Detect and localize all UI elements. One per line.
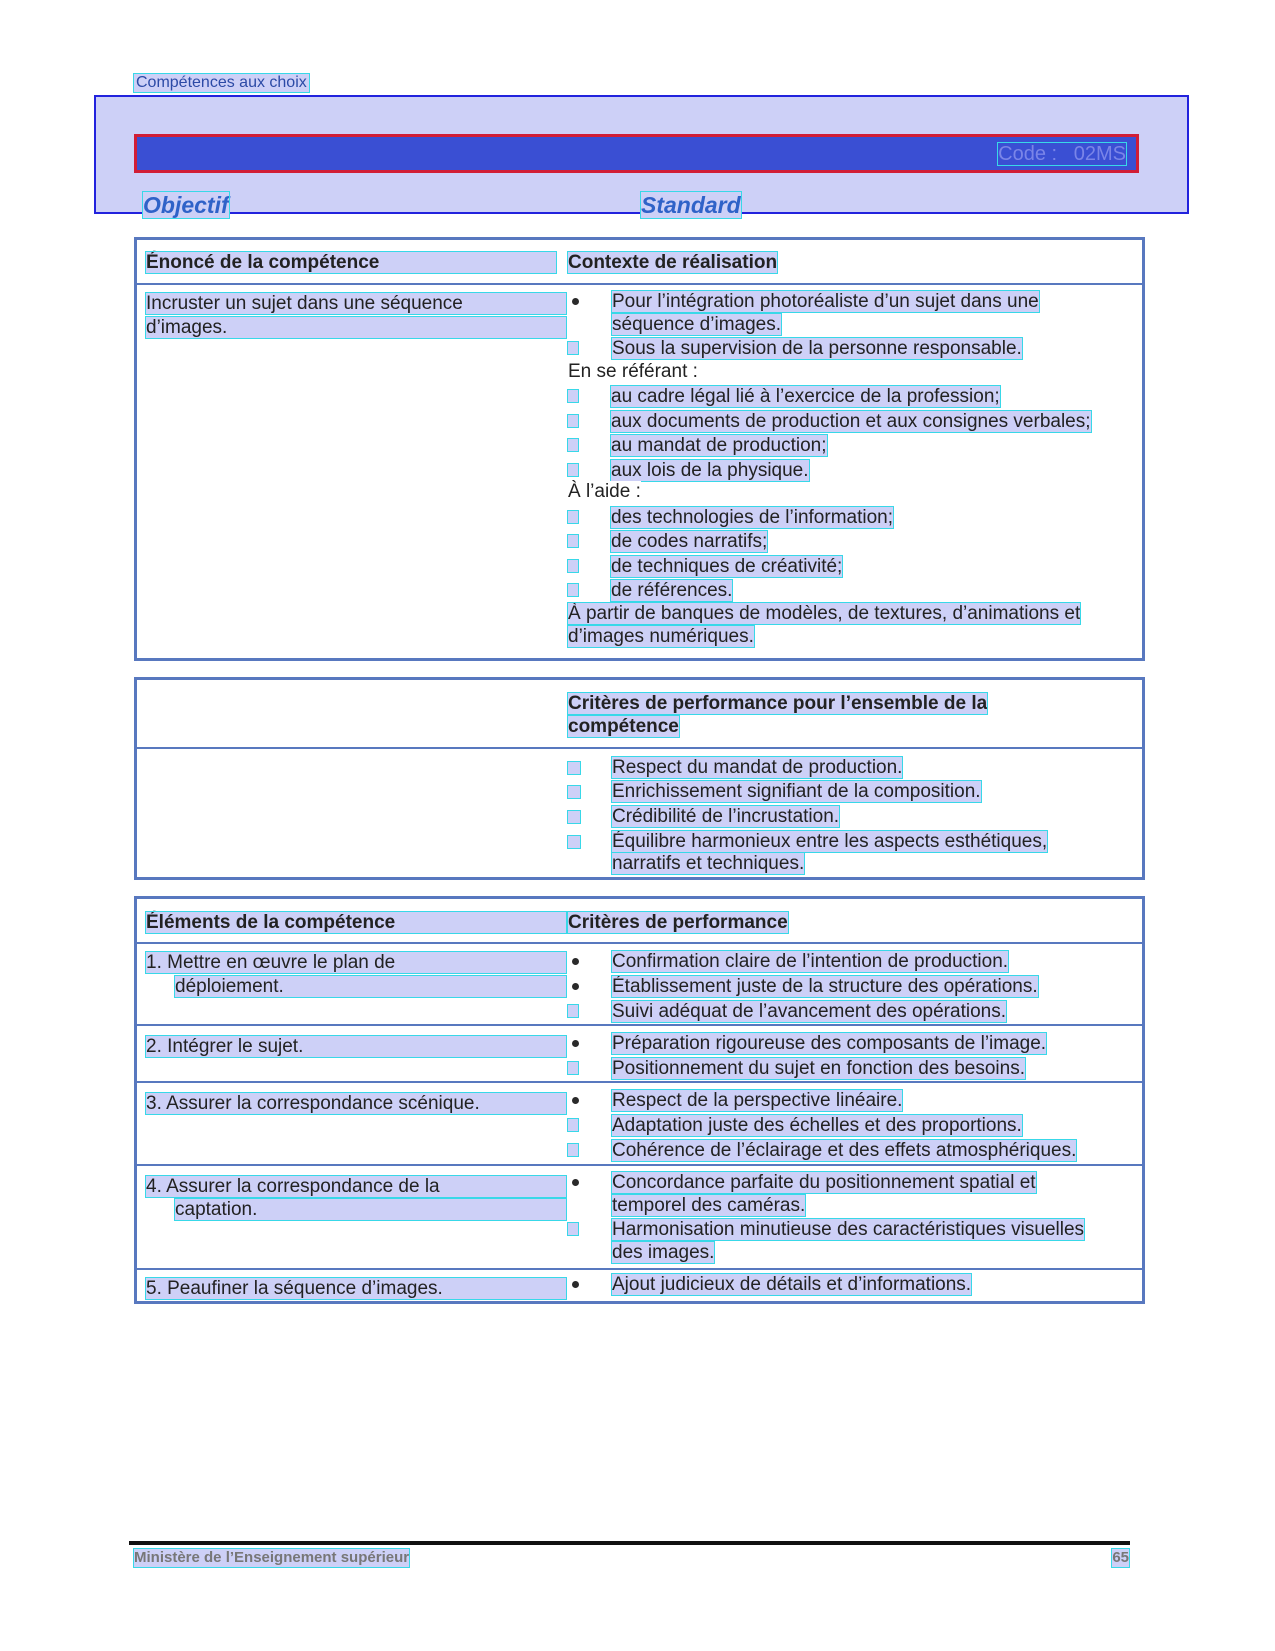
criteria-item-cont: des images.	[612, 1242, 715, 1263]
element-3: 3. Assurer la correspondance scénique.	[146, 1093, 566, 1114]
divider	[137, 283, 1142, 285]
a-partir-text-2: d’images numériques.	[568, 626, 754, 647]
criteria-item: Adaptation juste des échelles et des proportions.	[612, 1115, 1022, 1136]
bullet-icon	[568, 560, 578, 572]
element-2: 2. Intégrer le sujet.	[146, 1036, 566, 1057]
divider	[137, 1081, 1142, 1083]
bullet-icon	[568, 1144, 578, 1156]
a-laide: À l’aide :	[568, 481, 641, 502]
bullet-icon	[568, 439, 578, 451]
bullet-icon	[568, 535, 578, 547]
criteria-item: Confirmation claire de l’intention de production.	[612, 951, 1009, 972]
header-note: Compétences aux choix	[136, 74, 307, 91]
ref-item: au cadre légal lié à l’exercice de la profession;	[611, 386, 1000, 407]
contexte-item: Sous la supervision de la personne responsable.	[612, 338, 1022, 359]
bullet-icon	[568, 786, 580, 798]
element-1-cont: déploiement.	[175, 976, 566, 997]
criteria-item-cont: narratifs et techniques.	[612, 853, 805, 874]
criteria-item: Enrichissement signifiant de la composition.	[612, 781, 981, 802]
contexte-item: Pour l’intégration photoréaliste d’un sujet dans une	[612, 291, 1039, 312]
bullet-icon	[568, 836, 580, 848]
bullet-icon	[568, 584, 578, 596]
bullet-icon	[572, 298, 579, 305]
bullet-icon	[568, 1223, 578, 1235]
criteres-ensemble-table	[134, 677, 1145, 880]
bullet-icon	[572, 1097, 579, 1104]
bullet-icon	[568, 1005, 578, 1017]
criteria-item: Respect de la perspective linéaire.	[612, 1090, 903, 1111]
ref-item: au mandat de production;	[611, 435, 827, 456]
criteria-item: Ajout judicieux de détails et d’informations.	[612, 1274, 972, 1295]
bullet-icon	[568, 415, 578, 427]
element-4: 4. Assurer la correspondance de la	[146, 1176, 566, 1197]
aide-item: de codes narratifs;	[611, 531, 768, 552]
ref-item: aux lois de la physique.	[611, 460, 809, 481]
en-se-referant: En se référant :	[568, 361, 698, 382]
contexte-header: Contexte de réalisation	[568, 252, 778, 273]
aide-item: des technologies de l’information;	[611, 507, 894, 528]
criteria-item-cont: temporel des caméras.	[612, 1195, 806, 1216]
criteria-item: Suivi adéquat de l’avancement des opérations.	[612, 1001, 1006, 1022]
criteria-item: Préparation rigoureuse des composants de l’image.	[612, 1033, 1047, 1054]
criteria-item: Positionnement du sujet en fonction des besoins.	[612, 1058, 1025, 1079]
bullet-icon	[568, 464, 578, 476]
criteria-item: Respect du mandat de production.	[612, 757, 903, 778]
bullet-icon	[572, 1179, 579, 1186]
bullet-icon	[568, 511, 578, 523]
criteria-item: Équilibre harmonieux entre les aspects esthétiques,	[612, 831, 1048, 852]
criteria-item: Concordance parfaite du positionnement spatial et	[612, 1172, 1036, 1193]
bullet-icon	[572, 958, 579, 965]
enonce-text-2: d’images.	[146, 317, 566, 338]
aide-item: de techniques de créativité;	[611, 556, 843, 577]
bullet-icon	[568, 342, 578, 354]
bullet-icon	[568, 762, 580, 774]
bullet-icon	[572, 1040, 579, 1047]
element-4-cont: captation.	[175, 1199, 566, 1220]
code-bar	[134, 134, 1139, 173]
criteres-header: Critères de performance	[568, 912, 788, 933]
criteres-ensemble-header: Critères de performance pour l’ensemble de la	[568, 693, 988, 714]
divider	[137, 1024, 1142, 1026]
bullet-icon	[568, 811, 580, 823]
bullet-icon	[572, 983, 579, 990]
bullet-icon	[568, 390, 578, 402]
objectif-label: Objectif	[143, 192, 229, 218]
footer-rule	[129, 1541, 1130, 1545]
bullet-icon	[568, 1062, 578, 1074]
criteres-ensemble-header-2: compétence	[568, 716, 679, 737]
enonce-header: Énoncé de la compétence	[146, 252, 556, 273]
bullet-icon	[572, 1281, 579, 1288]
element-5: 5. Peaufiner la séquence d’images.	[146, 1278, 566, 1299]
criteria-item: Crédibilité de l’incrustation.	[612, 806, 840, 827]
criteria-item: Établissement juste de la structure des opérations.	[612, 976, 1038, 997]
enonce-text: Incruster un sujet dans une séquence	[146, 293, 566, 314]
aide-item: de références.	[611, 580, 733, 601]
divider	[137, 747, 1142, 749]
divider	[137, 942, 1142, 944]
divider	[137, 1164, 1142, 1166]
enonce-contexte-table	[134, 237, 1145, 661]
elements-header: Éléments de la compétence	[146, 912, 566, 933]
bullet-icon	[568, 1119, 578, 1131]
competency-code: Code : 02MS	[998, 143, 1126, 165]
criteria-item: Cohérence de l’éclairage et des effets atmosphériques.	[612, 1140, 1077, 1161]
ref-item: aux documents de production et aux consignes verbales;	[611, 411, 1091, 432]
footer-ministry: Ministère de l’Enseignement supérieur	[134, 1549, 410, 1566]
a-partir-text: À partir de banques de modèles, de textures, d’animations et	[568, 603, 1081, 624]
page-number: 65	[1112, 1549, 1129, 1566]
elements-table	[134, 896, 1145, 1304]
standard-label: Standard	[641, 192, 741, 218]
divider	[137, 1268, 1142, 1270]
criteria-item: Harmonisation minutieuse des caractéristiques visuelles	[612, 1219, 1085, 1240]
element-1: 1. Mettre en œuvre le plan de	[146, 952, 566, 973]
contexte-item-cont: séquence d’images.	[612, 314, 781, 335]
